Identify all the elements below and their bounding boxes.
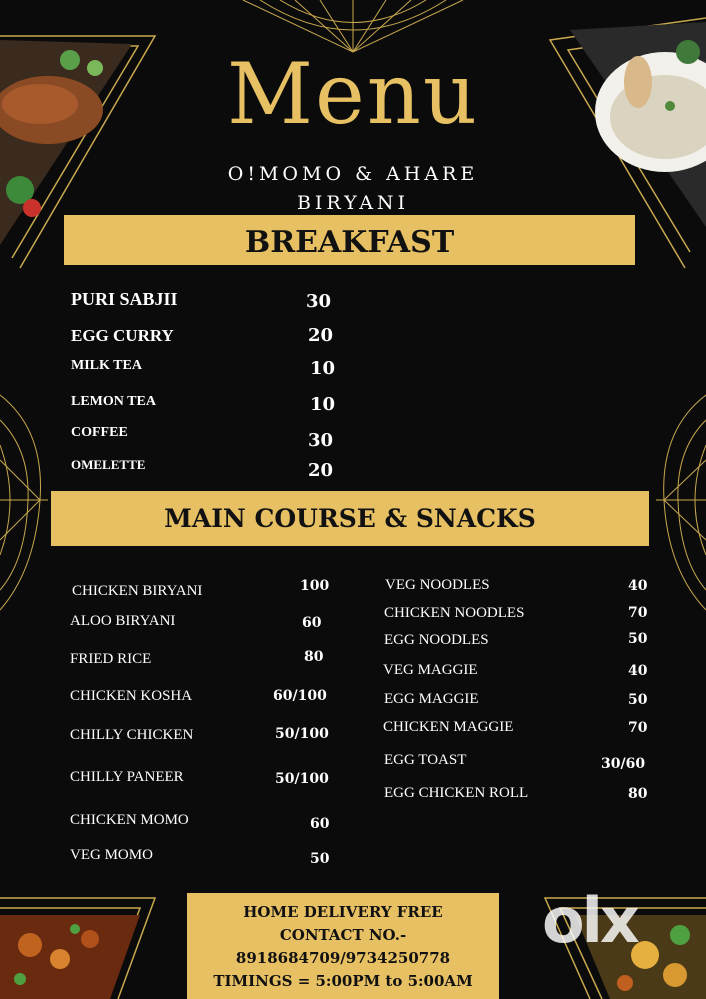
olx-watermark: olx — [542, 884, 637, 957]
main-item-price: 40 — [628, 663, 648, 679]
timings-text: TIMINGS = 5:00PM to 5:00AM — [213, 972, 473, 990]
main-item-name: CHICKEN KOSHA — [70, 688, 193, 704]
breakfast-item-name: OMELETTE — [71, 457, 146, 472]
breakfast-item-price: 30 — [308, 430, 334, 451]
main-item-price: 50 — [628, 692, 648, 708]
phone-numbers: 8918684709/9734250778 — [235, 949, 451, 967]
main-item-price: 50/100 — [275, 726, 329, 742]
main-item-name: CHICKEN NOODLES — [384, 605, 525, 621]
contact-label: CONTACT NO.- — [279, 926, 407, 944]
main-course-heading: MAIN COURSE & SNACKS — [51, 491, 649, 546]
restaurant-name-line2: BIRYANI — [296, 192, 410, 214]
main-item-name: CHICKEN MOMO — [70, 812, 189, 828]
main-item-name: EGG NOODLES — [384, 632, 489, 648]
main-item-price: 40 — [628, 578, 648, 594]
breakfast-item-name: EGG CURRY — [71, 326, 174, 345]
breakfast-item-price: 30 — [306, 291, 332, 312]
main-item-name: VEG MAGGIE — [383, 662, 478, 678]
main-item-price: 60/100 — [273, 688, 327, 704]
main-item-price: 50 — [310, 851, 330, 867]
main-item-price: 80 — [628, 786, 648, 802]
restaurant-name-line1: O!MOMO & AHARE — [227, 163, 479, 185]
main-item-name: VEG MOMO — [70, 847, 153, 863]
main-item-name: EGG MAGGIE — [384, 691, 479, 707]
main-item-name: VEG NOODLES — [385, 577, 490, 593]
main-item-name: CHILLY CHICKEN — [70, 727, 194, 743]
breakfast-item-name: PURI SABJII — [71, 289, 178, 309]
food-photo-chilli-dish — [0, 915, 140, 999]
main-item-name: ALOO BIRYANI — [70, 613, 176, 629]
main-item-price: 70 — [628, 605, 648, 621]
main-item-price: 30/60 — [601, 756, 646, 772]
breakfast-item-name: LEMON TEA — [71, 394, 156, 409]
breakfast-item-name: MILK TEA — [71, 358, 142, 373]
main-item-name: FRIED RICE — [70, 651, 152, 667]
main-item-name: EGG TOAST — [384, 752, 467, 768]
main-item-price: 70 — [628, 720, 648, 736]
main-item-price: 80 — [304, 649, 324, 665]
main-item-price: 100 — [300, 578, 330, 594]
main-item-price: 50/100 — [275, 771, 329, 787]
home-delivery-text: HOME DELIVERY FREE — [243, 903, 443, 921]
main-item-name: CHILLY PANEER — [70, 769, 184, 785]
breakfast-item-price: 10 — [310, 394, 336, 415]
main-item-name: EGG CHICKEN ROLL — [384, 785, 529, 801]
breakfast-item-name: COFFEE — [71, 425, 128, 440]
breakfast-item-price: 20 — [308, 460, 334, 481]
breakfast-item-price: 20 — [308, 325, 334, 346]
contact-info-box — [187, 893, 499, 999]
main-item-name: CHICKEN BIRYANI — [72, 583, 203, 599]
main-item-price: 50 — [628, 631, 648, 647]
page-title: Menu — [227, 45, 479, 143]
breakfast-item-price: 10 — [310, 358, 336, 379]
main-item-price: 60 — [310, 816, 330, 832]
main-item-price: 60 — [302, 615, 322, 631]
breakfast-heading: BREAKFAST — [64, 215, 635, 265]
main-item-name: CHICKEN MAGGIE — [383, 719, 514, 735]
